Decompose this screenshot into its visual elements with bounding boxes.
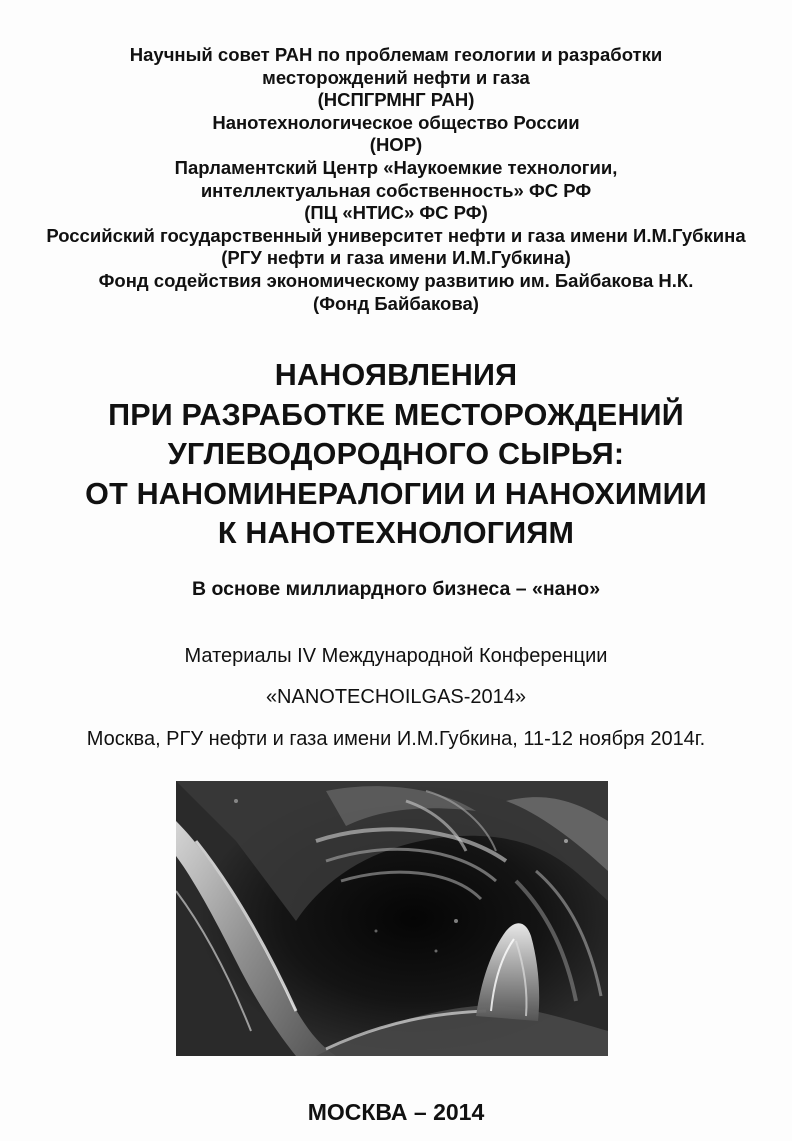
sem-texture-graphic	[176, 781, 608, 1056]
org-line: Фонд содействия экономическому развитию им. Байбакова Н.К.	[98, 269, 694, 291]
org-line: Научный совет РАН по проблемам геологии и разработки	[129, 44, 663, 65]
org-line: (ПЦ «НТИС» ФС РФ)	[304, 202, 488, 224]
microscope-image	[176, 781, 608, 1056]
document-title	[0, 356, 792, 554]
city-year: МОСКВА – 2014	[307, 1099, 485, 1125]
conference-location-date: Москва, РГУ нефти и газа имени И.М.Губкина, 11-12 ноября 2014г.	[86, 728, 706, 750]
title-line: ПРИ РАЗРАБОТКЕ МЕСТОРОЖДЕНИЙ	[108, 397, 684, 432]
conference-materials: Материалы IV Международной Конференции	[184, 645, 608, 667]
org-line: Российский государственный университет нефти и газа имени И.М.Губкина	[46, 224, 746, 246]
org-line: (РГУ нефти и газа имени И.М.Губкина)	[221, 247, 571, 269]
org-line: (Фонд Байбакова)	[313, 292, 479, 314]
title-line: УГЛЕВОДОРОДНОГО СЫРЬЯ:	[167, 437, 625, 471]
title-line: К НАНОТЕХНОЛОГИЯМ	[217, 516, 575, 550]
org-line: Парламентский Центр «Наукоемкие технологии,	[174, 156, 618, 178]
organizations-block	[0, 44, 792, 315]
org-line: (НСПГРМНГ РАН)	[317, 89, 475, 111]
conference-name: «NANOTECHOILGAS-2014»	[265, 686, 527, 708]
title-line: НАНОЯВЛЕНИЯ	[274, 358, 518, 392]
title-line: ОТ НАНОМИНЕРАЛОГИИ И НАНОХИМИИ	[85, 476, 707, 511]
subtitle: В основе миллиардного бизнеса – «нано»	[191, 578, 601, 600]
org-line: месторождений нефти и газа	[262, 66, 530, 88]
org-line: Нанотехнологическое общество России	[212, 111, 580, 133]
org-line: (НОР)	[369, 134, 423, 156]
org-line: интеллектуальная собственность» ФС РФ	[200, 179, 592, 201]
